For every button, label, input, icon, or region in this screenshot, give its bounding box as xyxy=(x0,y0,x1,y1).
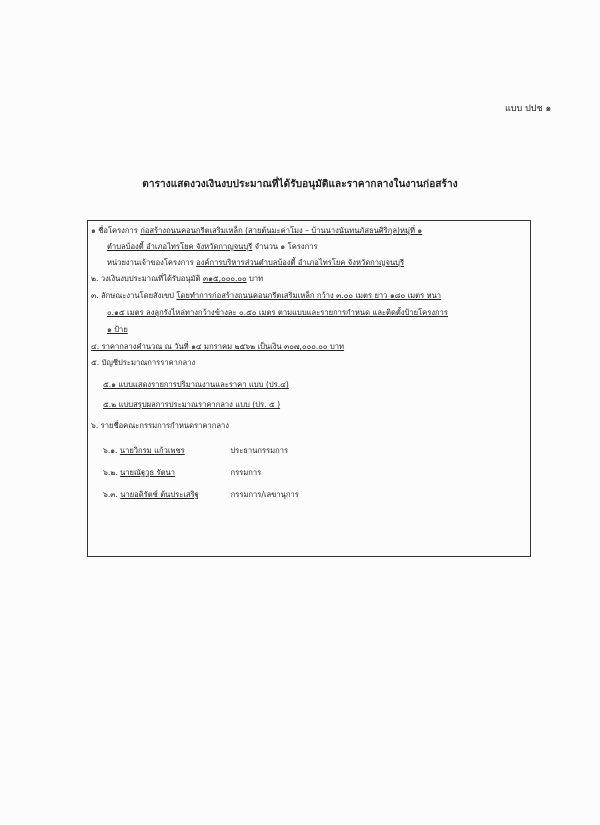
committee-member-name: นายณัฐวุธ รัตนา xyxy=(120,468,175,477)
budget-unit: บาท xyxy=(246,274,264,283)
committee-member-role: ประธานกรรมการ xyxy=(230,446,289,455)
document-title: ตารางแสดงวงเงินงบประมาณที่ได้รับอนุมัติและราคากลางในงานก่อสร้าง xyxy=(142,179,458,190)
project-location-value: ตำบลบ้องตี้ อำเภอไทรโยค จังหวัดกาญจนบุรี xyxy=(107,242,253,251)
description-value-2: ๐.๑๕ เมตร ลงลูกรังไหล่ทางกว้างข้างละ ๐.๕๐ เมตร ตามแบบและรายการกำหนด และติดตั้งป้ายโครงการ xyxy=(107,308,448,317)
agency-label: หน่วยงานเจ้าของโครงการ xyxy=(107,258,197,267)
project-name-label: ๑ ชื่อโครงการ xyxy=(91,226,141,235)
budget-value: ๓๑๕,๐๐๐.๐๐ xyxy=(202,274,247,283)
committee-member xyxy=(103,490,299,500)
description-line-1 xyxy=(91,291,441,301)
committee-member-number: ๖.๒. xyxy=(103,468,118,477)
committee-member-role: กรรมการ/เลขานุการ xyxy=(230,490,299,499)
committee-member-name: นายอดิรัตช์ ต้นประเสริฐ xyxy=(120,490,199,499)
form-code: แบบ ปปช ๑ xyxy=(505,104,552,114)
agency-line xyxy=(107,258,404,268)
committee-member-number: ๖.๑. xyxy=(103,446,118,455)
price-estimate-heading: ๕. บัญชีประมาณการราคากลาง xyxy=(91,358,196,367)
estimate-form-4: ๕.๑ แบบแสดงรายการปริมาณงานและราคา แบบ (ปร.๔) xyxy=(103,380,289,389)
description-value-3: ๑ ป้าย xyxy=(107,325,128,334)
committee-member-name: นายวิกรม แก้วเพชร xyxy=(119,446,185,455)
description-value-1: โดยทำการก่อสร้างถนนคอนกรีตเสริมเหล็ก กว้าง ๓.๐๐ เมตร ยาว ๑๘๐ เมตร หนา xyxy=(176,291,442,300)
committee-member-role: กรรมการ xyxy=(230,468,262,477)
committee-member xyxy=(103,468,261,478)
project-location-line xyxy=(107,242,318,252)
description-label: ๓. ลักษณะงานโดยสังเขป xyxy=(91,291,177,300)
project-name-line xyxy=(91,226,422,236)
project-count: จำนวน ๑ โครงการ xyxy=(252,242,318,251)
committee-member-number: ๖.๓. xyxy=(103,490,118,499)
estimate-form-5: ๕.๒ แบบสรุปผลการประมาณราคากลาง แบบ (ปร. ๕ ) xyxy=(103,400,281,409)
budget-line xyxy=(91,274,263,284)
project-name-value: ก่อสร้างถนนคอนกรีตเสริมเหล็ก (สายต้นมะค่าโมง – บ้านนางนันทนภัสธนศิริกุล)หมู่ที่ ๑ xyxy=(140,226,423,235)
description-line-2 xyxy=(107,308,448,318)
committee-member xyxy=(103,446,288,456)
budget-label: ๒. วงเงินงบประมาณที่ได้รับอนุมัติ xyxy=(91,274,203,283)
agency-value: องค์การบริหารส่วนตำบลบ้องตี้ อำเภอไทรโยค จังหวัดกาญจนบุรี xyxy=(196,258,405,267)
reference-price-line: ๔. ราคากลางคำนวณ ณ วันที่ ๑๔ มกราคม ๒๕๖๒ เป็นเงิน ๓๐๗,๐๐๐.๐๐ บาท xyxy=(91,342,345,351)
description-line-3 xyxy=(107,325,128,335)
committee-heading: ๖. รายชื่อคณะกรรมการกำหนดราคากลาง xyxy=(91,421,229,430)
